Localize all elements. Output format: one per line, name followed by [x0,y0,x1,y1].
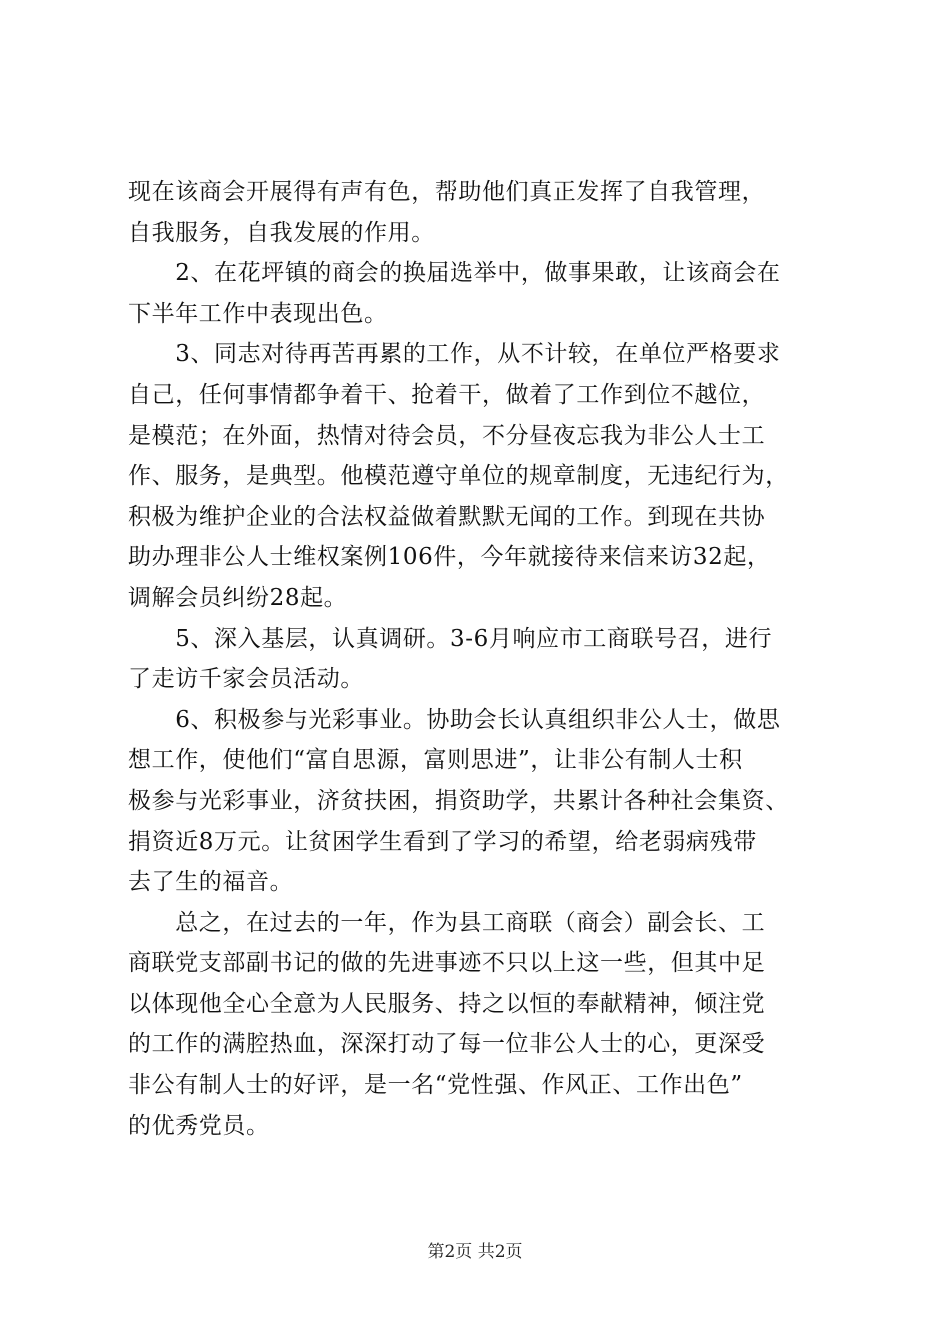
text-line: 了走访千家会员活动。 [128,666,364,693]
text-line: 极参与光彩事业，济贫扶困，捐资助学，共累计各种社会集资、 [128,787,789,814]
text-line: 自我服务，自我发展的作用。 [128,219,435,246]
text-line: 作、服务，是典型。他模范遵守单位的规章制度，无违纪行为， [128,463,789,490]
text-line: 下半年工作中表现出色。 [128,300,388,327]
text-line: 总之，在过去的一年，作为县工商联（商会）副会长、工 [128,909,766,936]
text-line: 积极为维护企业的合法权益做着默默无闻的工作。到现在共协 [128,503,766,530]
text-line: 调解会员纠纷28起。 [128,584,348,611]
text-line: 捐资近8万元。让贫困学生看到了学习的希望，给老弱病残带 [128,828,757,855]
text-line: 想工作，使他们“富自思源，富则思进”，让非公有制人士积 [128,747,743,774]
text-line: 助办理非公人士维权案例106件，今年就接待来信来访32起， [128,544,771,571]
page-number-footer: 第2页 共2页 [427,1242,523,1262]
text-line: 非公有制人士的好评，是一名“党性强、作风正、工作出色” [128,1072,743,1099]
text-line: 5、深入基层，认真调研。3-6月响应市工商联号召，进行 [128,625,773,652]
text-line: 自己，任何事情都争着干、抢着干，做着了工作到位不越位， [128,381,766,408]
text-line: 的优秀党员。 [128,1112,270,1139]
text-line: 2、在花坪镇的商会的换届选举中，做事果敢，让该商会在 [128,260,781,287]
text-line: 现在该商会开展得有声有色，帮助他们真正发挥了自我管理， [128,179,766,205]
text-line: 6、积极参与光彩事业。协助会长认真组织非公人士，做思 [128,706,781,733]
text-line: 商联党支部副书记的做的先进事迹不只以上这一些，但其中足 [128,950,766,977]
document-body [128,172,828,1146]
text-line: 以体现他全心全意为人民服务、持之以恒的奉献精神，倾注党 [128,990,766,1017]
text-line: 去了生的福音。 [128,869,294,896]
text-line: 是模范；在外面，热情对待会员，不分昼夜忘我为非公人士工 [128,422,766,449]
text-line: 3、同志对待再苦再累的工作，从不计较，在单位严格要求 [128,341,781,368]
text-line: 的工作的满腔热血，深深打动了每一位非公人士的心，更深受 [128,1031,766,1058]
